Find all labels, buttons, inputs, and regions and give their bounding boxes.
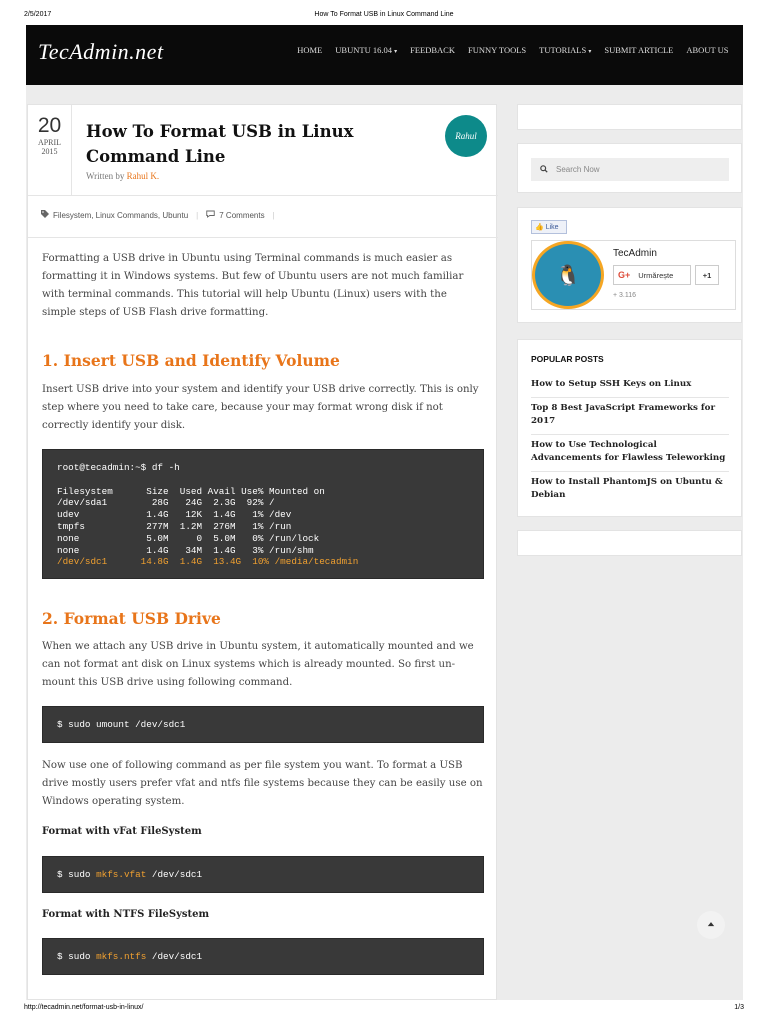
section-heading-1: 1. Insert USB and Identify Volume [42, 351, 340, 370]
code-df-output: root@tecadmin:~$ df -h Filesystem Size Used Avail Use% Mounted on /dev/sda1 28G 24G 2.3G 92% / udev 1.4G 12K 1.4G 1% /dev tmpfs 277M 1.2M 276M 1% /run none 5.0M 0 5.0M 0% /run/lock none 1.4G 34M 1.4G 3% /run/shm [57, 462, 325, 556]
post-meta [41, 210, 279, 220]
main-nav [291, 45, 735, 55]
nav-home[interactable]: HOME [297, 45, 323, 55]
post-day: 20 [37, 114, 62, 137]
gplus-page-name[interactable]: TecAdmin [613, 248, 657, 259]
sidebar-social-widget [517, 207, 742, 323]
subheading-vfat: Format with vFat FileSystem [42, 826, 202, 837]
print-title: How To Format USB in Linux Command Line [314, 11, 454, 18]
back-to-top-button[interactable] [697, 911, 725, 939]
nav-ubuntu-16-04[interactable]: UBUNTU 16.04 ▾ [335, 45, 398, 55]
code-block-df [42, 449, 484, 579]
comments-icon [206, 210, 215, 220]
byline [86, 171, 159, 181]
author-avatar[interactable]: Rahul [445, 115, 487, 157]
article-title: How To Format USB in Linux Command Line [86, 122, 354, 166]
section-1-paragraph: Insert USB drive into your system and identify your USB drive correctly. This is only step where you need to take care, because your may format wrong disk if not correctly identify your disk. [42, 384, 479, 431]
code-df-highlight: /dev/sdc1 14.8G 1.4G 13.4G 10% /media/tecadmin [57, 556, 359, 568]
print-date: 2/5/2017 [24, 11, 52, 18]
section-2-paragraph: When we attach any USB drive in Ubuntu system, it automatically mounted and we can not format ant disk on Linux systems which is already mounted. So first un-mount this USB drive using following command. [42, 641, 474, 688]
code-block-vfat: $ sudo mkfs.vfat /dev/sdc1 [42, 856, 484, 893]
divider [28, 237, 498, 238]
site-logo[interactable]: TecAdmin.net [38, 39, 164, 64]
subheading-ntfs: Format with NTFS FileSystem [42, 909, 210, 920]
popular-posts-widget [517, 339, 742, 517]
gplus-follower-count: + 3.116 [613, 292, 637, 299]
post-year: 2015 [41, 147, 58, 156]
post-categories[interactable]: Filesystem, Linux Commands, Ubuntu [53, 210, 189, 220]
article [27, 104, 497, 1000]
intro-paragraph: Formatting a USB drive in Ubuntu using Terminal commands is much easier as formatting it in Windows systems. But few of Ubuntu users are not much familiar with terminal commands. This tutorial will help Ubuntu (Linux) users with the simple steps of USB Flash drive formatting. [42, 253, 464, 318]
like-label: Like [545, 223, 559, 231]
chevron-down-icon: ▾ [394, 49, 398, 55]
sidebar-widget-empty [517, 530, 742, 556]
popular-post-link[interactable]: How to Use Technological Advancements for Flawless Teleworking [531, 435, 729, 472]
tag-icon [41, 210, 49, 220]
gplus-plusone-button[interactable]: +1 [695, 265, 719, 285]
print-header [0, 0, 768, 22]
search-icon [531, 165, 556, 175]
sidebar-widget-empty [517, 104, 742, 130]
chevron-down-icon: ▾ [588, 49, 592, 55]
arrow-up-icon [707, 920, 715, 930]
site-navbar [26, 25, 743, 85]
byline-label: Written by [86, 171, 125, 181]
popular-post-link[interactable]: Top 8 Best JavaScript Frameworks for 2017 [531, 398, 729, 435]
nav-funny-tools[interactable]: FUNNY TOOLS [467, 45, 527, 55]
facebook-like-button[interactable] [531, 220, 567, 234]
tux-avatar-icon: 🐧 [532, 241, 604, 309]
print-page-number: 1/3 [734, 1004, 744, 1011]
print-url: http://tecadmin.net/format-usb-in-linux/ [24, 1004, 144, 1011]
meta-separator: | [272, 210, 275, 220]
gplus-follow-button[interactable] [613, 265, 691, 285]
search-input[interactable] [531, 158, 729, 181]
thumbs-up-icon: 👍 [535, 224, 544, 231]
popular-post-link[interactable]: How to Install PhantomJS on Ubuntu & Debian [531, 477, 723, 500]
nav-about-us[interactable]: ABOUT US [686, 45, 729, 55]
popular-post-link[interactable]: How to Setup SSH Keys on Linux [531, 374, 729, 398]
google-plus-badge [531, 240, 736, 310]
nav-submit-article[interactable]: SUBMIT ARTICLE [604, 45, 674, 55]
popular-posts-list [531, 374, 729, 508]
google-plus-icon: G+ [618, 270, 631, 280]
code-block-umount: $ sudo umount /dev/sdc1 [42, 706, 484, 743]
comments-link[interactable]: 7 Comments [219, 210, 265, 220]
search-placeholder: Search Now [556, 165, 600, 174]
section-2-paragraph-2: Now use one of following command as per file system you want. To format a USB drive mostly users prefer vfat and ntfs file systems because they can be easily use on Windows operating system. [42, 760, 483, 807]
code-vfat-cmd: mkfs.vfat [96, 869, 147, 880]
popular-posts-title: POPULAR POSTS [531, 354, 604, 364]
print-footer [0, 1000, 768, 1024]
post-month: APRIL [37, 138, 62, 147]
sidebar-search-widget [517, 143, 742, 193]
code-ntfs-cmd: mkfs.ntfs [96, 951, 147, 962]
divider [28, 195, 498, 196]
post-date [28, 105, 72, 195]
section-heading-2: 2. Format USB Drive [42, 609, 221, 628]
meta-separator: | [196, 210, 199, 220]
nav-tutorials[interactable]: TUTORIALS ▾ [539, 45, 592, 55]
follow-label: Urmărește [638, 270, 674, 280]
nav-feedback[interactable]: FEEDBACK [410, 45, 455, 55]
code-block-ntfs: $ sudo mkfs.ntfs /dev/sdc1 [42, 938, 484, 975]
author-link[interactable]: Rahul K. [126, 171, 160, 181]
